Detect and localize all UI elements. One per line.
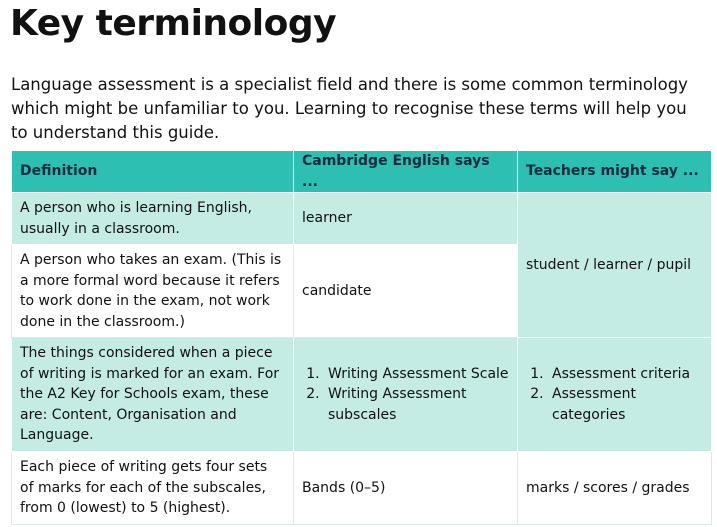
list-item: 2. Writing Assessment subscales <box>324 384 509 425</box>
list-item: 1. Assessment criteria <box>548 364 703 385</box>
header-cambridge: Cambridge English says ... <box>294 151 518 193</box>
cell-definition: A person who takes an exam. (This is a more formal word because it refers to work done in the exam, not work done in the classroom.) <box>12 245 294 338</box>
table-header-row <box>12 151 712 193</box>
table-row <box>12 193 712 245</box>
cell-teachers: marks / scores / grades <box>518 452 712 525</box>
cell-teachers-merged: student / learner / pupil <box>518 193 712 338</box>
table-row <box>12 338 712 452</box>
intro-paragraph: Language assessment is a specialist field and there is some common terminology which might be unfamiliar to you. Learning to recognise these terms will help you to understand this guide. <box>11 75 688 142</box>
list-item: 2. Assessment categories <box>548 384 703 425</box>
list-item: 1. Writing Assessment Scale <box>324 364 509 385</box>
terminology-table <box>11 150 712 525</box>
cell-teachers <box>518 338 712 452</box>
cell-cambridge <box>294 338 518 452</box>
cell-cambridge: learner <box>294 193 518 245</box>
cell-cambridge: Bands (0–5) <box>294 452 518 525</box>
cell-definition: A person who is learning English, usually in a classroom. <box>12 193 294 245</box>
cell-cambridge: candidate <box>294 245 518 338</box>
page-title: Key terminology <box>10 3 337 44</box>
header-definition: Definition <box>12 151 294 193</box>
table-row <box>12 452 712 525</box>
teachers-list <box>526 364 703 426</box>
cambridge-list <box>302 364 509 426</box>
cell-definition: The things considered when a piece of writing is marked for an exam. For the A2 Key for Schools exam, these are: Content, Organisation and Language. <box>12 338 294 452</box>
header-teachers: Teachers might say ... <box>518 151 712 193</box>
cell-definition: Each piece of writing gets four sets of marks for each of the subscales, from 0 (lowest) to 5 (highest). <box>12 452 294 525</box>
